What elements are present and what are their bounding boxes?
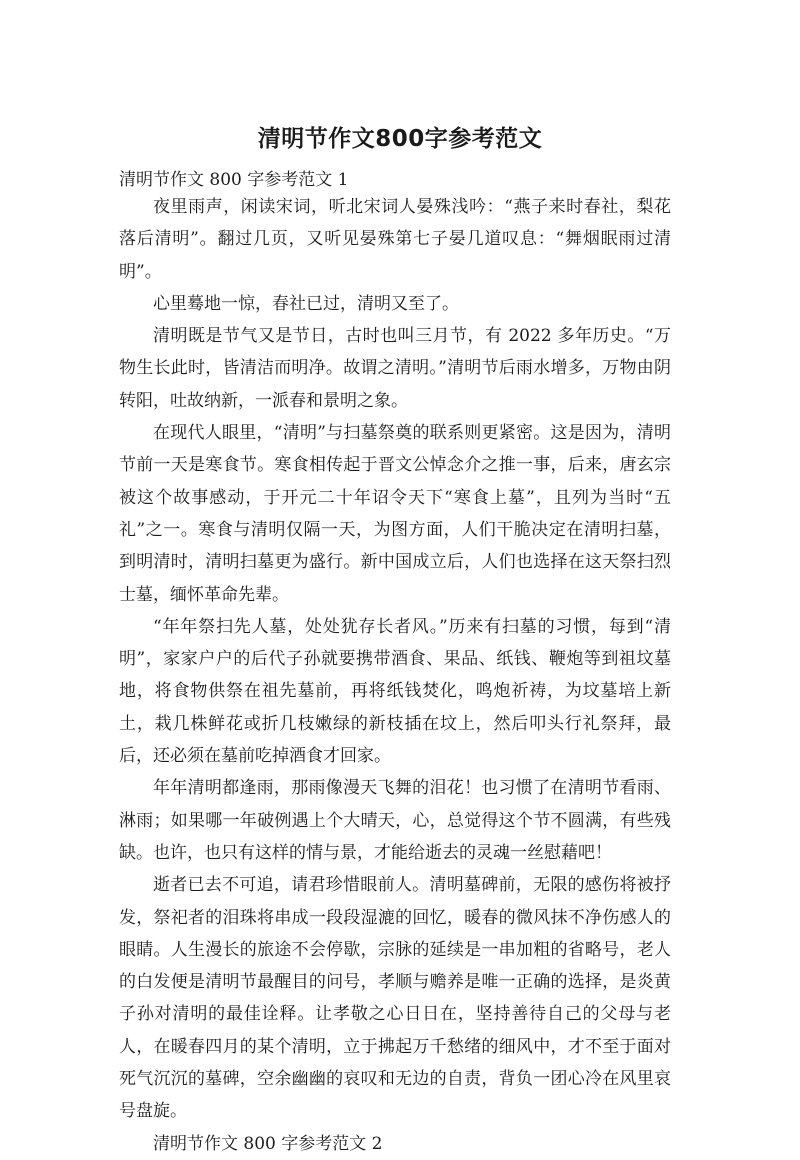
paragraph: 心里蓦地一惊，春社已过，清明又至了。 xyxy=(153,293,459,314)
paragraph: 在现代人眼里，“清明”与扫墓祭奠的联系则更紧密。这是因为，清明节前一天是寒食节。寒食相传起于晋文公悼念介之推一事，后来，唐玄宗被这个故事感动，于开元二十年诏令天下“寒食上墓”，且列为当时“五礼”之一。寒食与清明仅隔一天，为图方面，人们干脆决定在清明扫墓，到明清时，清明扫墓更为盛行。新中国成立后，人们也选择在这天祭扫烈士墓，缅怀革命先辈。 xyxy=(119,423,671,605)
paragraph: “年年祭扫先人墓，处处犹存长者风。”历来有扫墓的习惯，每到“清明”，家家户户的后代子孙就要携带酒食、果品、纸钱、鞭炮等到祖坟墓地，将食物供祭在祖先墓前，再将纸钱焚化，鸣炮祈祷，为坟墓培上新土，栽几株鲜花或折几枝嫩绿的新枝插在坟上，然后叩头行礼祭拜，最后，还必须在墓前吃掉酒食才回家。 xyxy=(119,616,671,767)
paragraph: 年年清明都逢雨，那雨像漫天飞舞的泪花！也习惯了在清明节看雨、淋雨；如果哪一年破例遇上个大晴天，心，总觉得这个节不圆满，有些残缺。也许，也只有这样的情与景，才能给逝去的灵魂一丝慰藉吧！ xyxy=(119,778,671,863)
paragraph: 夜里雨声，闲读宋词，听北宋词人晏殊浅吟：“燕子来时春社，梨花落后清明”。翻过几页，又听见晏殊第七子晏几道叹息：“舞烟眠雨过清明”。 xyxy=(119,197,671,282)
section-heading-2: 清明节作文 800 字参考范文 2 xyxy=(153,1133,383,1154)
document-title: 清明节作文800字参考范文 xyxy=(257,126,543,152)
paragraph: 清明既是节气又是节日，古时也叫三月节，有 2022 多年历史。“万物生长此时，皆清洁而明净。故谓之清明。”清明节后雨水增多，万物由阴转阳，吐故纳新，一派春和景明之象。 xyxy=(119,326,671,411)
document-body xyxy=(119,191,671,1160)
section-heading-1: 清明节作文 800 字参考范文 1 xyxy=(119,170,349,190)
paragraph: 逝者已去不可追，请君珍惜眼前人。清明墓碑前，无限的感伤将被抒发，祭祀者的泪珠将串成一段段湿漉的回忆，暖春的微风抹不净伤感人的眼睛。人生漫长的旅途不会停歇，宗脉的延续是一串加粗的省略号，老人的白发便是清明节最醒目的问号，孝顺与赡养是唯一正确的选择，是炎黄子孙对清明的最佳诠释。让孝敬之心日日在，坚持善待自己的父母与老人，在暖春四月的某个清明，立于拂起万千愁绪的细风中，才不至于面对死气沉沉的墓碑，空余幽幽的哀叹和无边的自责，背负一团心冷在风里哀号盘旋。 xyxy=(119,875,671,1122)
